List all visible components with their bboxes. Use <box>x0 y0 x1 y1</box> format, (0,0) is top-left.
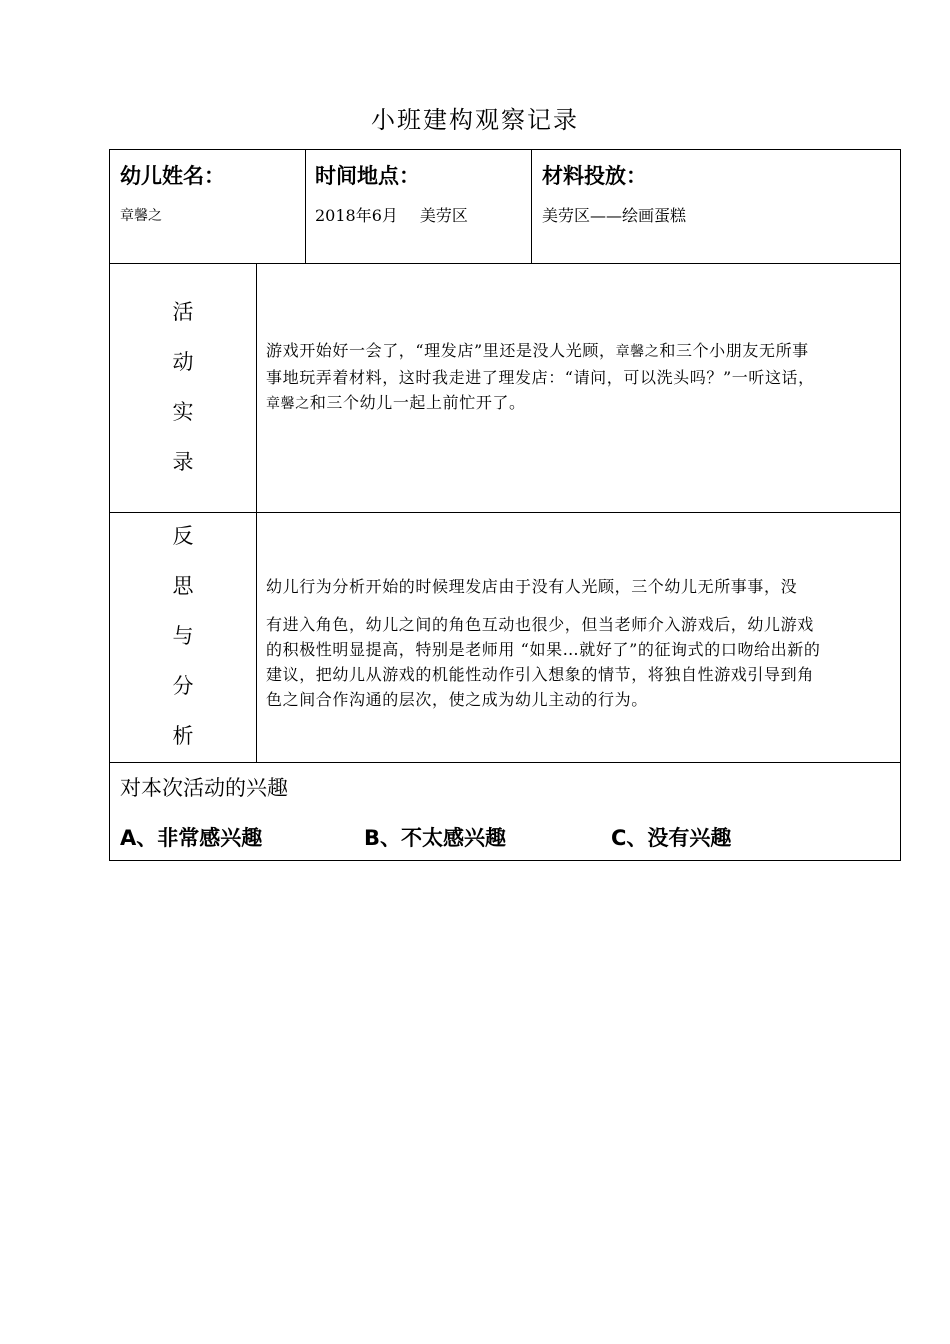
reflection-first-line: 幼儿行为分析开始的时候理发店由于没有人光顾，三个幼儿无所事事，没 <box>266 577 798 596</box>
reflection-label-char: 反 <box>172 524 194 548</box>
reflection-label-char: 析 <box>172 724 194 748</box>
reflection-label-char: 与 <box>172 624 194 648</box>
materials-value: 美劳区——绘画蛋糕 <box>542 206 687 225</box>
interest-title: 对本次活动的兴趣 <box>120 776 288 800</box>
reflection-line: 有进入角色，幼儿之间的角色互动也很少，但当老师介入游戏后，幼儿游戏 <box>266 615 814 634</box>
child-name-inline: 章馨之 <box>615 344 660 360</box>
interest-option-c: C、没有兴趣 <box>611 826 732 850</box>
activity-label-char: 动 <box>172 350 194 374</box>
child-name-label: 幼儿姓名： <box>120 164 225 188</box>
observation-table <box>109 149 901 861</box>
activity-line: 章馨之和三个幼儿一起上前忙开了。 <box>266 393 526 412</box>
reflection-line: 色之间合作沟通的层次，使之成为幼儿主动的行为。 <box>266 690 648 709</box>
reflection-text <box>266 612 898 712</box>
materials-label: 材料投放： <box>542 164 647 188</box>
reflection-label <box>110 520 256 770</box>
reflection-line: 建议，把幼儿从游戏的机能性动作引入想象的情节，将独自性游戏引导到角 <box>266 665 814 684</box>
activity-line: 事地玩弄着材料，这时我走进了理发店：“请问，可以洗头吗？”一听这话， <box>266 368 815 387</box>
page-title: 小班建构观察记录 <box>371 106 579 134</box>
col-divider-label <box>256 263 257 762</box>
activity-record-label <box>110 296 256 496</box>
activity-label-char: 实 <box>172 400 194 424</box>
child-name-inline: 章馨之 <box>266 396 310 412</box>
activity-record-text <box>266 338 898 417</box>
time-place-label: 时间地点： <box>315 164 420 188</box>
reflection-label-char: 思 <box>172 574 194 598</box>
reflection-label-char: 分 <box>172 674 194 698</box>
time-place-value <box>315 203 468 226</box>
interest-option-b: B、不太感兴趣 <box>364 826 507 850</box>
time-place-date: 2018年6月 <box>315 206 398 225</box>
activity-line: 游戏开始好一会了，“理发店”里还是没人光顾，章馨之和三个小朋友无所事 <box>266 341 809 360</box>
col-divider-2 <box>531 150 532 263</box>
row-divider-header <box>110 263 900 264</box>
activity-label-char: 录 <box>172 450 194 474</box>
reflection-line: 的积极性明显提高，特别是老师用 “如果…就好了”的征询式的口吻给出新的 <box>266 640 821 659</box>
child-name-value: 章馨之 <box>120 208 162 224</box>
time-place-area: 美劳区 <box>419 206 468 225</box>
row-divider-activity <box>110 512 900 513</box>
interest-option-a: A、非常感兴趣 <box>120 826 263 850</box>
col-divider-1 <box>305 150 306 263</box>
activity-label-char: 活 <box>172 300 194 324</box>
